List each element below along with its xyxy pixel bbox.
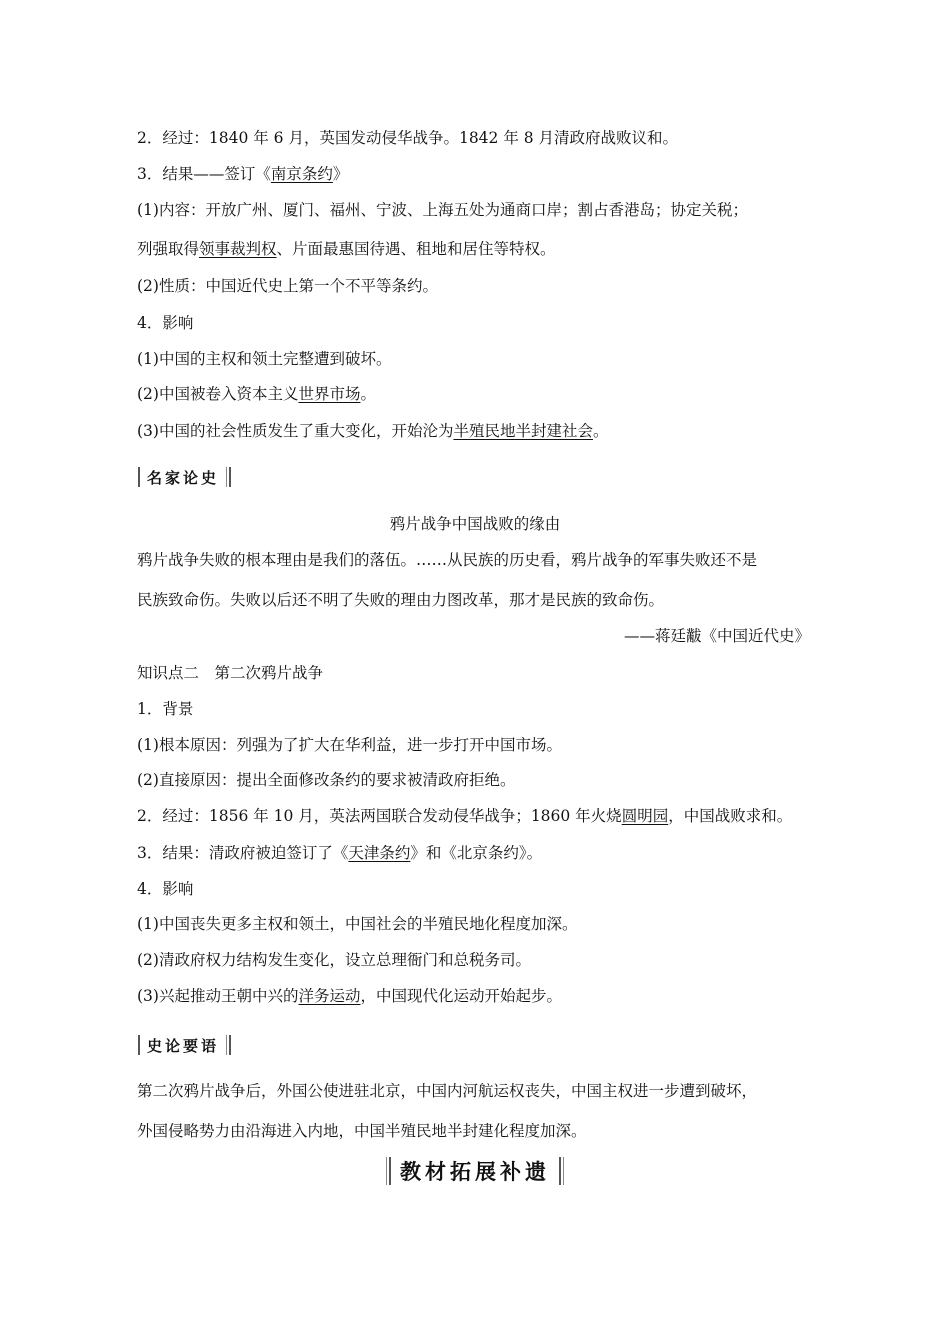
text-line: (1)中国丧失更多主权和领土，中国社会的半殖民地化程度加深。 [137, 915, 578, 933]
text-line [137, 843, 542, 863]
text-span: (3)兴起推动王朝中兴的 [137, 987, 299, 1005]
text-span: ，中国现代化运动开始起步。 [360, 987, 562, 1005]
section-banner [0, 1156, 950, 1186]
text-span: 》和《北京条约》。 [410, 844, 543, 862]
bar-decoration [229, 467, 231, 487]
text-line [137, 421, 609, 441]
text-line: (1)中国的主权和领土完整遭到破坏。 [137, 350, 392, 368]
text-line: 4．影响 [137, 880, 194, 898]
bar-decoration [226, 467, 227, 487]
summary-line: 外国侵略势力由沿海进入内地，中国半殖民地半封建化程度加深。 [137, 1122, 587, 1140]
text-line: 2．经过：1840 年 6 月，英国发动侵华战争。1842 年 8 月清政府战败议和。 [137, 129, 679, 147]
bar-decoration [138, 1035, 140, 1055]
bar-decoration [226, 1035, 227, 1055]
underlined-term: 圆明园 [621, 807, 669, 825]
text-line [137, 806, 792, 826]
text-span: 。 [360, 385, 376, 403]
quote-source: ——蒋廷黻《中国近代史》 [623, 627, 810, 645]
text-span: 。 [592, 422, 609, 440]
summary-line: 第二次鸦片战争后，外国公使进驻北京，中国内河航运权丧失，中国主权进一步遭到破坏， [137, 1082, 758, 1100]
text-line [137, 384, 376, 404]
text-line [137, 239, 556, 259]
text-span: ，中国战败求和。 [668, 807, 793, 825]
text-span: 》 [332, 165, 349, 183]
text-line: (2)清政府权力结构发生变化，设立总理衙门和总税务司。 [137, 951, 531, 969]
text-line: (1)根本原因：列强为了扩大在华利益，进一步打开中国市场。 [137, 736, 562, 754]
section-tag-label: 史论要语 [147, 1036, 220, 1055]
underlined-term: 领事裁判权 [199, 240, 277, 258]
text-span: (3)中国的社会性质发生了重大变化，开始沦为 [137, 422, 454, 440]
text-line: (2)直接原因：提出全面修改条约的要求被清政府拒绝。 [137, 771, 516, 789]
text-span: 、片面最惠国待遇、租地和居住等特权。 [276, 240, 556, 258]
bar-decoration [389, 1157, 391, 1185]
bar-decoration [563, 1157, 564, 1185]
text-line: (2)性质：中国近代史上第一个不平等条约。 [137, 277, 438, 295]
section-tag-label: 名家论史 [147, 468, 220, 487]
text-span: 3．结果——签订《 [137, 165, 271, 183]
quote-title: 鸦片战争中国战败的缘由 [389, 515, 561, 533]
text-span: 列强取得 [137, 240, 200, 258]
underlined-term: 世界市场 [298, 385, 361, 403]
text-line: (1)内容：开放广州、厦门、福州、宁波、上海五处为通商口岸；割占香港岛；协定关税； [137, 201, 748, 219]
bar-decoration [386, 1157, 387, 1185]
text-line: 4．影响 [137, 314, 194, 332]
underlined-term: 半殖民地半封建社会 [453, 422, 593, 440]
text-line [137, 164, 348, 184]
bar-decoration [559, 1157, 561, 1185]
section-tag [137, 466, 232, 488]
text-line: 1．背景 [137, 700, 194, 718]
underlined-term: 南京条约 [270, 165, 333, 183]
text-span: 2．经过：1856 年 10 月，英法两国联合发动侵华战争；1860 年火烧 [137, 807, 622, 825]
text-span: (2)中国被卷入资本主义 [137, 385, 299, 403]
underlined-term: 天津条约 [348, 844, 411, 862]
bar-decoration [138, 467, 140, 487]
text-span: 3．结果：清政府被迫签订了《 [137, 844, 349, 862]
section-tag [137, 1034, 232, 1056]
section-heading: 知识点二 第二次鸦片战争 [137, 664, 324, 682]
banner-label: 教材拓展补遗 [400, 1160, 550, 1184]
bar-decoration [229, 1035, 231, 1055]
underlined-term: 洋务运动 [298, 987, 361, 1005]
quote-line: 民族致命伤。失败以后还不明了失败的理由力图改革，那才是民族的致命伤。 [137, 591, 665, 609]
quote-line: 鸦片战争失败的根本理由是我们的落伍。……从民族的历史看，鸦片战争的军事失败还不是 [137, 551, 758, 569]
text-line [137, 986, 562, 1006]
